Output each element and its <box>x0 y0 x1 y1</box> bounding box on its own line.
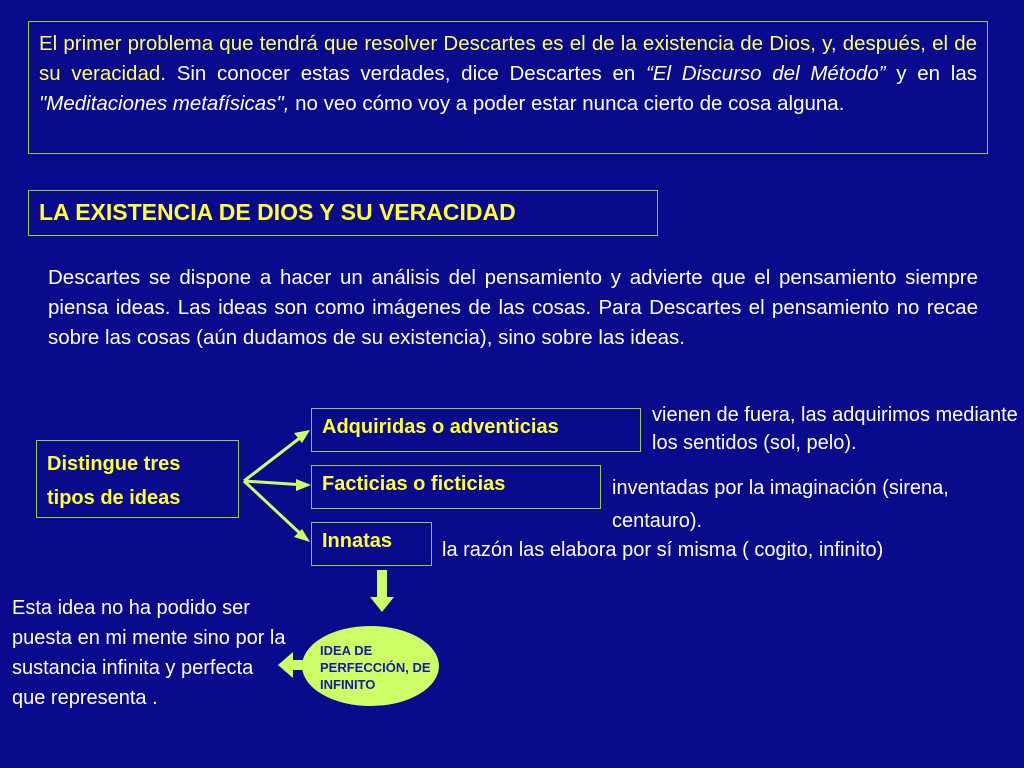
arrowhead-facticias <box>296 479 311 491</box>
description-facticias: inventadas por la imaginación (sirena, centauro). <box>612 477 949 532</box>
idea-type-facticias: Facticias o ficticias <box>311 465 601 509</box>
down-arrow-shaft <box>377 570 387 598</box>
perfection-label: IDEA DE PERFECCIÓN, DE INFINITO <box>320 643 431 692</box>
book-title-discurso: “El Discurso del Método” <box>646 62 886 85</box>
intro-text-part2: Sin conocer estas verdades, dice Descartes en <box>165 62 647 85</box>
idea-type-innatas: Innatas <box>311 522 432 566</box>
idea-type-adquiridas: Adquiridas o adventicias <box>311 408 641 452</box>
arrow-to-facticias <box>244 481 305 485</box>
conclusion-text: Esta idea no ha podido ser puesta en mi mente sino por la sustancia infinita y perfecta que representa . <box>12 597 286 709</box>
intro-highlight: El primer problema que tendrá que resolver Descartes es el de la existencia de Dios, y, después, el de su veracidad. <box>39 32 977 85</box>
ideas-root-box: Distingue tres tipos de ideas <box>36 440 239 518</box>
branch-arrows <box>244 434 305 538</box>
arrow-to-adquiridas <box>244 434 305 481</box>
analysis-paragraph: Descartes se dispone a hacer un análisis del pensamiento y advierte que el pensamiento siempre piensa ideas. Las ideas son como imágenes de las cosas. Para Descartes el pensamiento no recae sobre las cosas (aún dudamos de su existencia), sino sobre las ideas. <box>48 266 978 349</box>
book-title-meditaciones: "Meditaciones metafísicas", <box>39 92 290 115</box>
description-innatas: la razón las elabora por sí misma ( cogito, infinito) <box>442 539 884 561</box>
intro-text-part4: no veo cómo voy a poder estar nunca cierto de cosa alguna. <box>289 92 845 115</box>
section-title: LA EXISTENCIA DE DIOS Y SU VERACIDAD <box>28 190 658 236</box>
down-arrow-head <box>370 597 394 612</box>
intro-text-part3: y en las <box>885 62 977 85</box>
arrow-to-innatas <box>244 481 305 538</box>
description-adquiridas: vienen de fuera, las adquirimos mediante los sentidos (sol, pelo). <box>652 404 1018 454</box>
